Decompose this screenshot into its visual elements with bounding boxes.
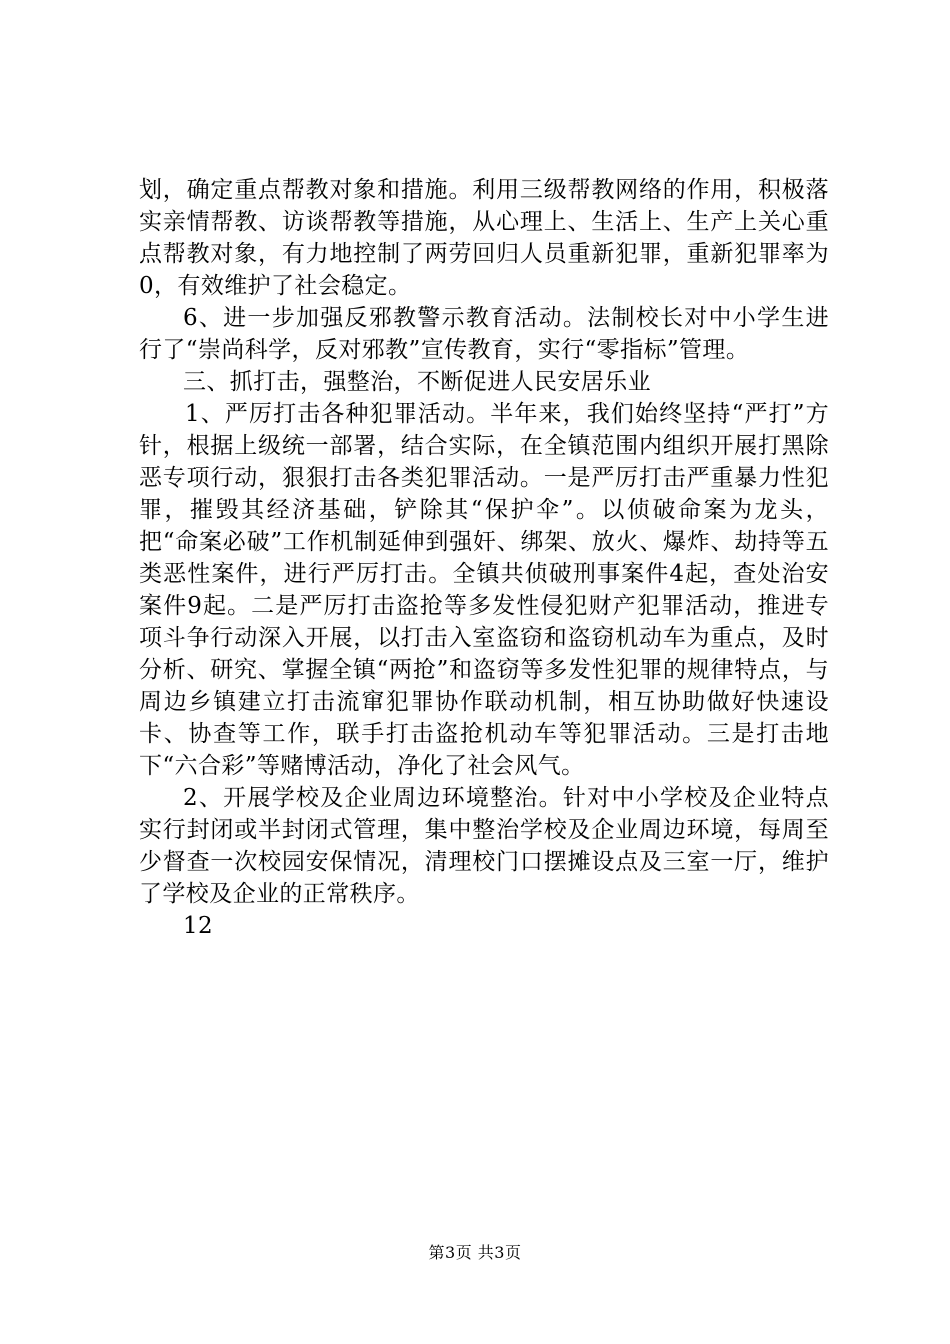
- paragraph-school-environment: 2、开展学校及企业周边环境整治。针对中小学校及企业特点实行封闭或半封闭式管理，集中整治学校及企业周边环境，每周至少督查一次校园安保情况，清理校门口摆摊设点及三室一厅，维护了学校及企业的正常秩序。: [139, 785, 829, 907]
- paragraph-crime-crackdown: 1、严厉打击各种犯罪活动。半年来，我们始终坚持“严打”方针，根据上级统一部署，结合实际，在全镇范围内组织开展打黑除恶专项行动，狠狠打击各类犯罪活动。一是严厉打击严重暴力性犯罪，摧毁其经济基础，铲除其“保护伞”。以侦破命案为龙头，把“命案必破”工作机制延伸到强奸、绑架、放火、爆炸、劫持等五类恶性案件，进行严厉打击。全镇共侦破刑事案件4起，查处治安案件9起。二是严厉打击盗抢等多发性侵犯财产犯罪活动，推进专项斗争行动深入开展，以打击入室盗窃和盗窃机动车为重点，及时分析、研究、掌握全镇“两抢”和盗窃等多发性犯罪的规律特点，与周边乡镇建立打击流窜犯罪协作联动机制，相互协助做好快速设卡、协查等工作，联手打击盗抢机动车等犯罪活动。三是打击地下“六合彩”等赌博活动，净化了社会风气。: [139, 401, 829, 779]
- page-footer: 第3页 共3页: [428, 1243, 522, 1262]
- paragraph-anti-cult-education: 6、进一步加强反邪教警示教育活动。法制校长对中小学生进行了“崇尚科学，反对邪教”宣传教育，实行“零指标”管理。: [139, 305, 829, 363]
- paragraph-continuation: 划，确定重点帮教对象和措施。利用三级帮教网络的作用，积极落实亲情帮教、访谈帮教等措施，从心理上、生活上、生产上关心重点帮教对象，有力地控制了两劳回归人员重新犯罪，重新犯罪率为0，有效维护了社会稳定。: [139, 177, 829, 299]
- section-heading: 三、抓打击，强整治，不断促进人民安居乐业: [183, 369, 651, 395]
- paragraph-number: 12: [183, 913, 214, 939]
- document-body: [139, 174, 829, 942]
